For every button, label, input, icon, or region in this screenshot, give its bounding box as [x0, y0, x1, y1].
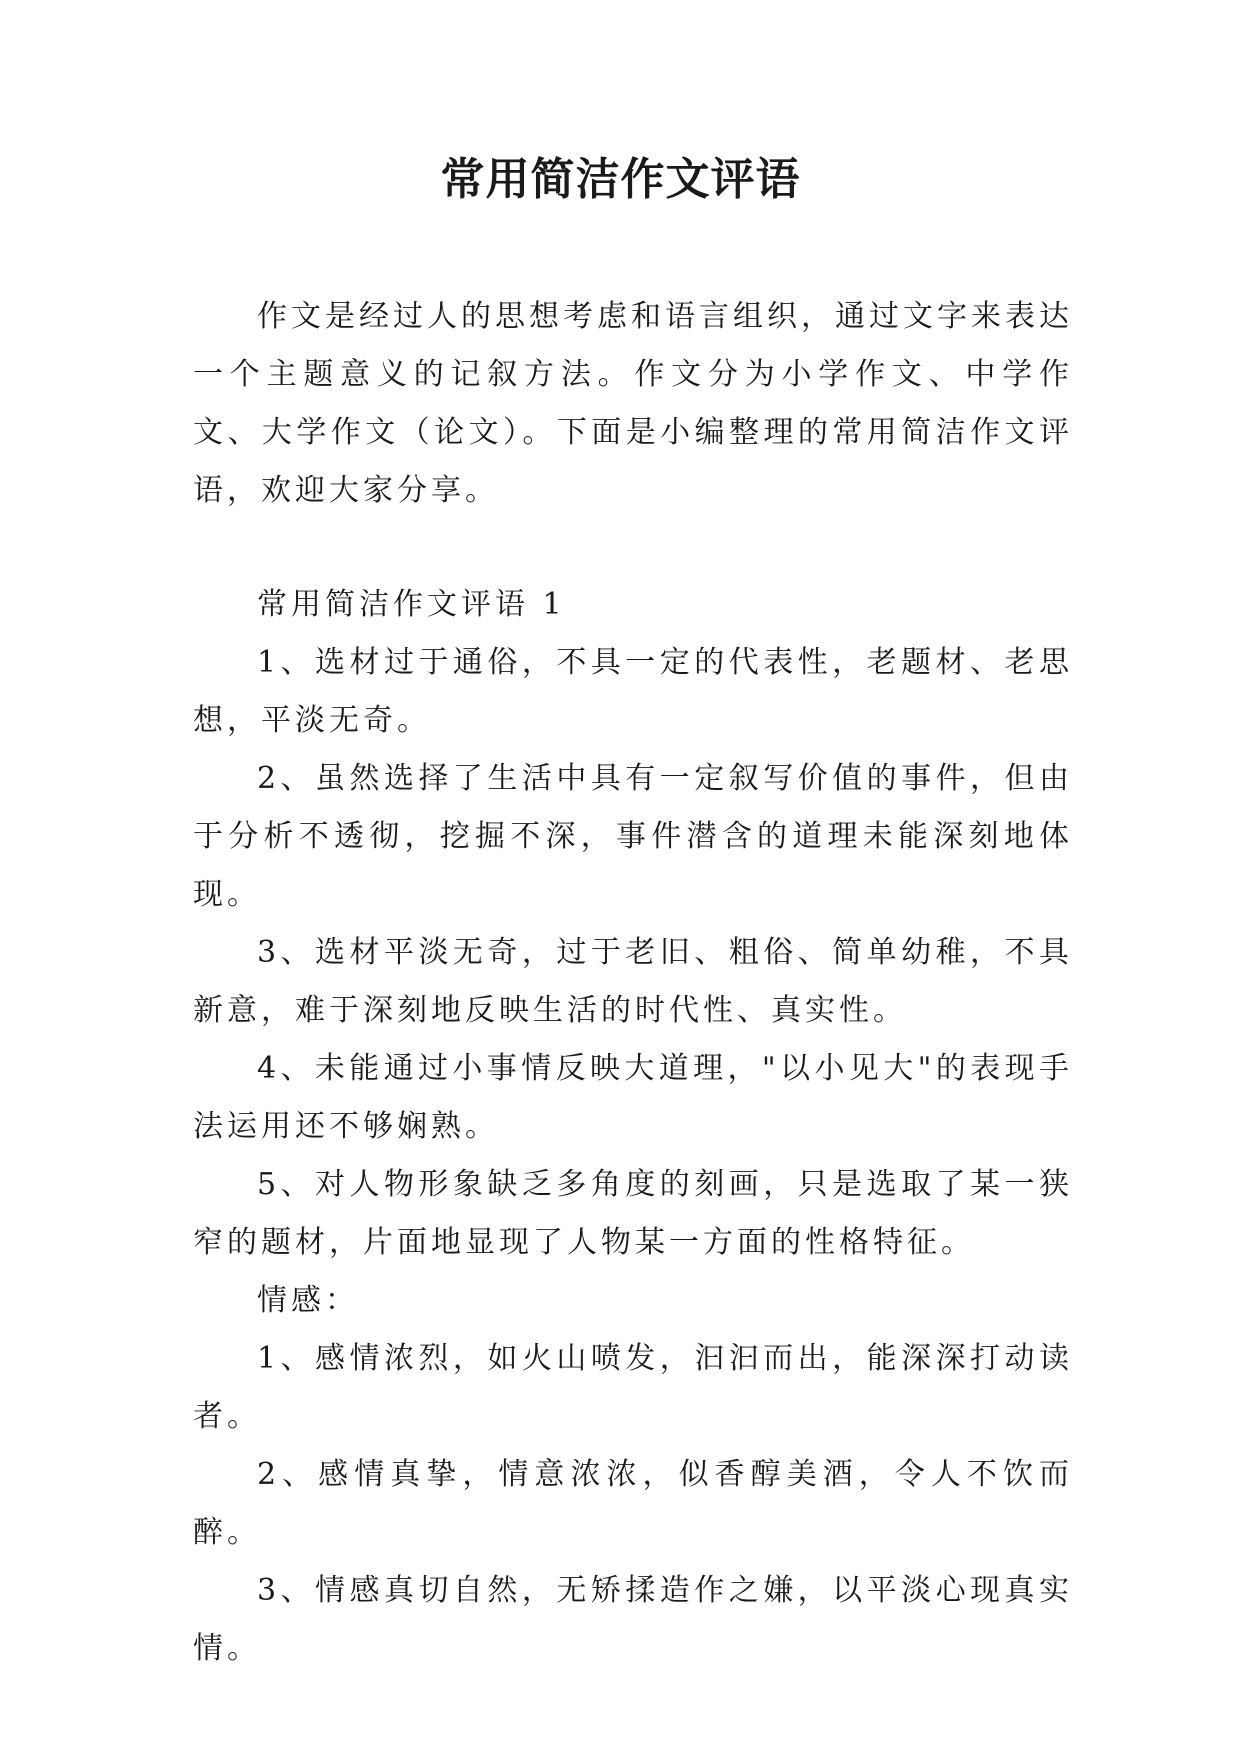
list-item: 2、虽然选择了生活中具有一定叙写价值的事件，但由于分析不透彻，挖掘不深，事件潜含的道理未能深刻地体现。 — [193, 761, 1073, 912]
list-item: 3、情感真切自然，无矫揉造作之嫌，以平淡心现真实情。 — [193, 1573, 1073, 1666]
paragraph-spacer — [193, 520, 1073, 576]
section-heading: 常用简洁作文评语 1 — [257, 587, 566, 622]
intro-paragraph: 作文是经过人的思想考虑和语言组织，通过文字来表达一个主题意义的记叙方法。作文分为小学作文、中学作文、大学作文（论文）。下面是小编整理的常用简洁作文评语，欢迎大家分享。 — [193, 299, 1073, 508]
document-body — [193, 288, 1073, 1678]
list-item: 4、未能通过小事情反映大道理，"以小见大"的表现手法运用还不够娴熟。 — [193, 1051, 1073, 1144]
page-title: 常用简洁作文评语 — [440, 154, 801, 205]
list-item: 2、感情真挚，情意浓浓，似香醇美酒，令人不饮而醉。 — [193, 1457, 1073, 1550]
list-item: 1、感情浓烈，如火山喷发，汩汩而出，能深深打动读者。 — [193, 1341, 1073, 1434]
emotion-subheading: 情感： — [257, 1283, 359, 1318]
list-item: 5、对人物形象缺乏多角度的刻画，只是选取了某一狭窄的题材，片面地显现了人物某一方面的性格特征。 — [193, 1167, 1073, 1260]
list-item: 3、选材平淡无奇，过于老旧、粗俗、简单幼稚，不具新意，难于深刻地反映生活的时代性、真实性。 — [193, 935, 1073, 1028]
list-item: 1、选材过于通俗，不具一定的代表性，老题材、老思想，平淡无奇。 — [193, 645, 1073, 738]
